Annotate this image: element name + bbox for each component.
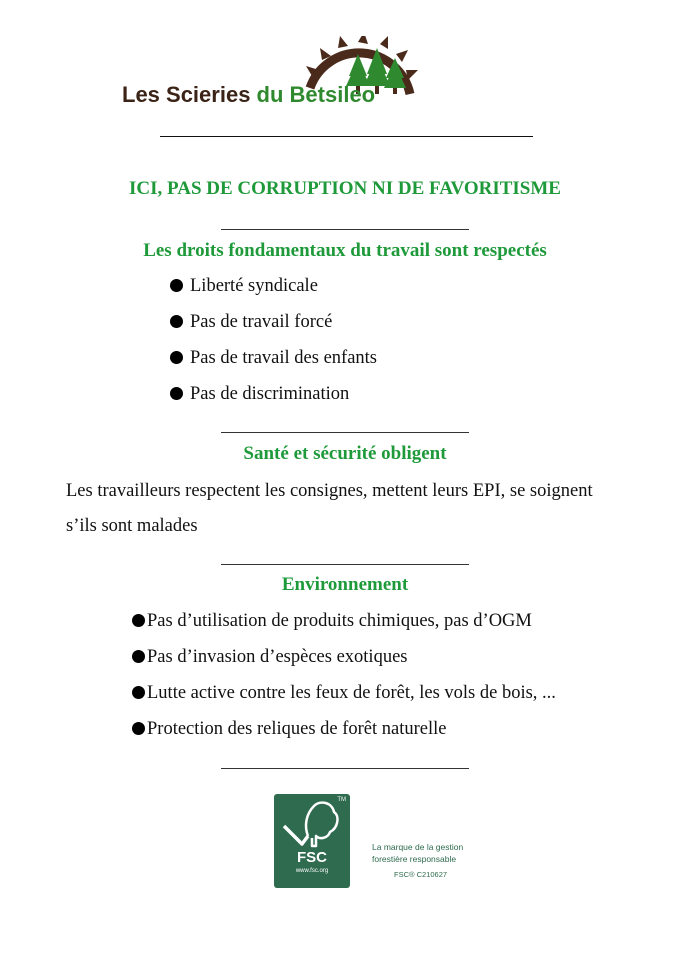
divider bbox=[221, 564, 469, 565]
environment-list bbox=[132, 603, 556, 747]
brand-name-part2: du Betsileo bbox=[256, 82, 376, 107]
page-title: ICI, PAS DE CORRUPTION NI DE FAVORITISME bbox=[129, 178, 561, 199]
brand-name-part1: Les Scieries bbox=[122, 82, 257, 107]
list-item bbox=[132, 639, 556, 675]
list-item bbox=[170, 340, 377, 376]
health-paragraph: Les travailleurs respectent les consignes, mettent leurs EPI, se soignent s’ils sont malades bbox=[66, 481, 593, 536]
list-item-text: Pas de travail des enfants bbox=[190, 348, 377, 368]
list-item bbox=[132, 675, 556, 711]
bullet-icon bbox=[132, 722, 145, 735]
fsc-logo bbox=[274, 794, 350, 888]
company-logo bbox=[118, 36, 418, 116]
section-title-health: Santé et sécurité obligent bbox=[243, 443, 447, 464]
list-item-text: Pas d’invasion d’espèces exotiques bbox=[147, 647, 408, 667]
bullet-icon bbox=[170, 315, 183, 328]
bullet-icon bbox=[132, 650, 145, 663]
fsc-tagline bbox=[372, 841, 463, 865]
brand-name bbox=[122, 82, 375, 108]
fsc-name: FSC bbox=[297, 849, 327, 866]
list-item-text: Lutte active contre les feux de forêt, les vols de bois, ... bbox=[147, 683, 556, 703]
divider bbox=[221, 229, 469, 230]
bullet-icon bbox=[170, 279, 183, 292]
bullet-icon bbox=[170, 387, 183, 400]
bullet-icon bbox=[132, 614, 145, 627]
list-item-text: Pas d’utilisation de produits chimiques, pas d’OGM bbox=[147, 611, 532, 631]
list-item bbox=[132, 603, 556, 639]
rights-list bbox=[170, 268, 377, 412]
bullet-icon bbox=[170, 351, 183, 364]
section-title-rights: Les droits fondamentaux du travail sont respectés bbox=[143, 240, 547, 261]
list-item bbox=[170, 304, 377, 340]
list-item bbox=[170, 376, 377, 412]
list-item-text: Pas de travail forcé bbox=[190, 312, 333, 332]
section-title-environment: Environnement bbox=[281, 574, 409, 595]
fsc-trademark: TM bbox=[337, 797, 346, 803]
list-item bbox=[170, 268, 377, 304]
list-item-text: Pas de discrimination bbox=[190, 384, 350, 404]
fsc-checkmark-tree-icon bbox=[274, 796, 350, 852]
fsc-license-code: FSC® C210627 bbox=[394, 870, 448, 879]
list-item-text: Protection des reliques de forêt naturelle bbox=[147, 719, 447, 739]
fsc-url: www.fsc.org bbox=[295, 868, 329, 874]
list-item-text: Liberté syndicale bbox=[190, 276, 318, 296]
list-item bbox=[132, 711, 556, 747]
fsc-tagline-line2: forestière responsable bbox=[372, 854, 457, 864]
divider bbox=[221, 432, 469, 433]
bullet-icon bbox=[132, 686, 145, 699]
fsc-tagline-line1: La marque de la gestion bbox=[372, 842, 464, 852]
divider bbox=[221, 768, 469, 769]
divider-long bbox=[160, 136, 533, 137]
